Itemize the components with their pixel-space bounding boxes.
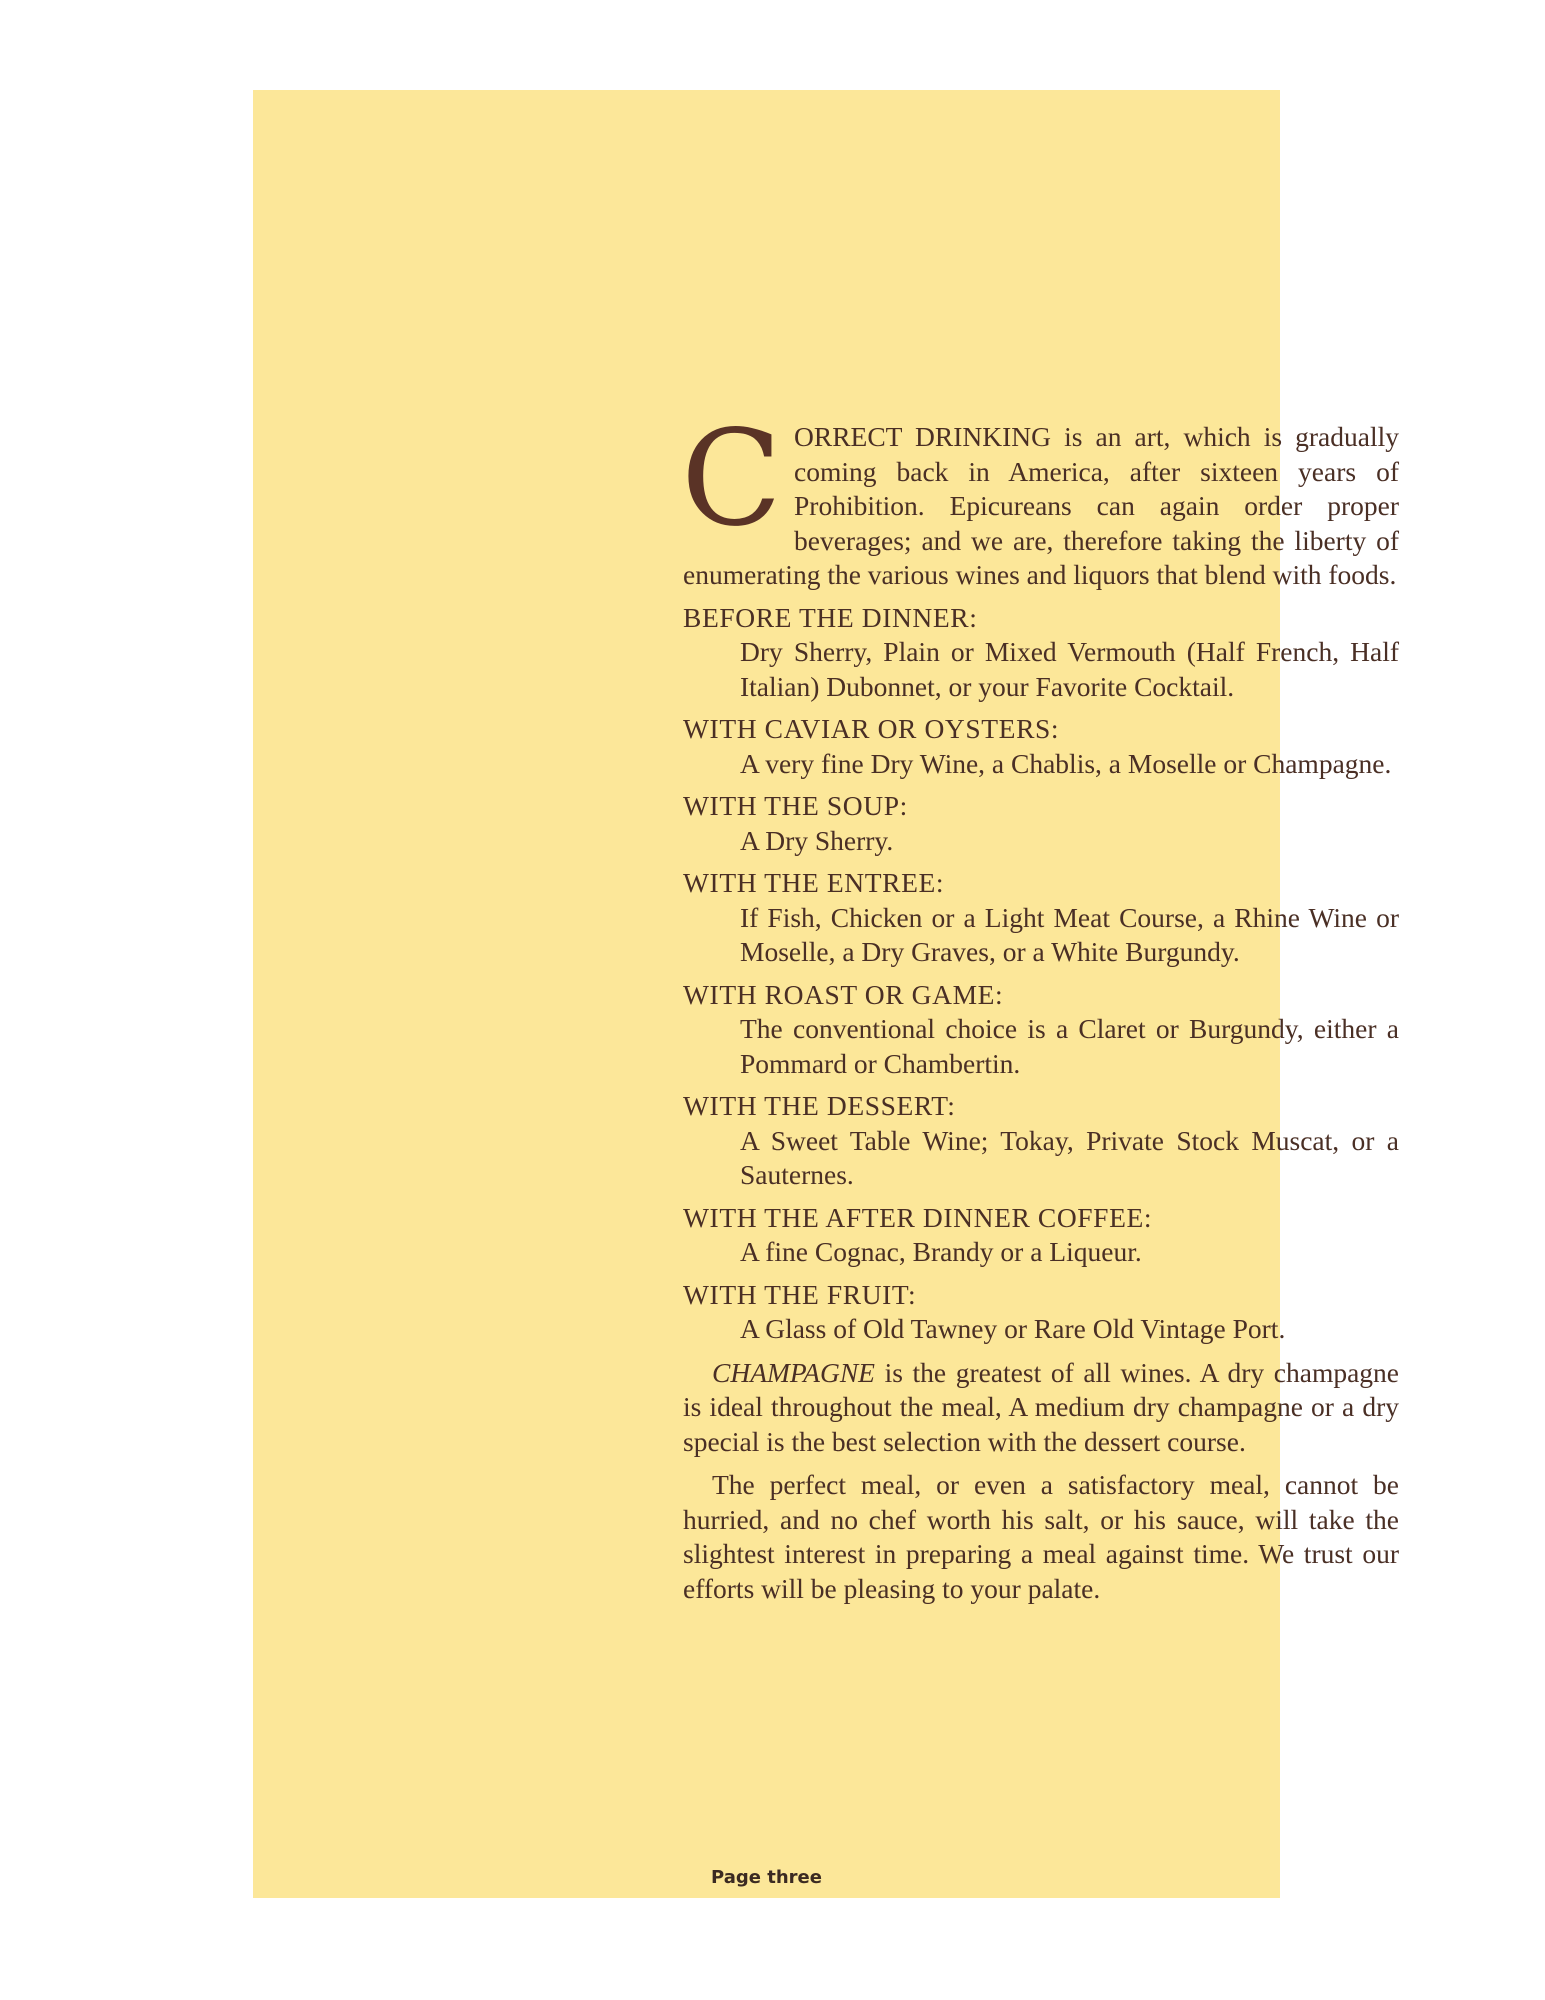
pairing-heading: WITH THE AFTER DINNER COFFEE:	[683, 1201, 1153, 1233]
menu-page	[253, 90, 1399, 1898]
pairing-before-dinner	[683, 601, 1399, 705]
page-body	[681, 402, 1399, 1606]
pairing-description: A very fine Dry Wine, a Chablis, a Moselle or Champagne.	[740, 747, 1392, 779]
pairing-description: If Fish, Chicken or a Light Meat Course, a Rhine Wine or Moselle, a Dry Graves, or a White Burgundy.	[740, 901, 1399, 967]
closing-paragraph: The perfect meal, or even a satisfactory meal, cannot be hurried, and no chef worth his salt, or his sauce, will take the slightest interest in preparing a meal against time. We trust our efforts will be pleasing to your palate.	[683, 1469, 1399, 1604]
pairing-caviar-oysters	[683, 712, 1399, 781]
pairing-description: The conventional choice is a Claret or Burgundy, either a Pommard or Chambertin.	[740, 1013, 1399, 1079]
pairing-description: A Sweet Table Wine; Tokay, Private Stock Muscat, or a Sauternes.	[740, 1124, 1399, 1190]
pairing-after-dinner-coffee	[683, 1201, 1399, 1270]
pairing-roast-game	[683, 978, 1399, 1082]
pairing-description: A Dry Sherry.	[740, 824, 894, 856]
pairing-heading: WITH ROAST OR GAME:	[683, 978, 1004, 1010]
pairing-description: A Glass of Old Tawney or Rare Old Vintage Port.	[740, 1313, 1286, 1344]
pairing-heading: BEFORE THE DINNER:	[683, 601, 978, 633]
pairing-soup	[683, 789, 1399, 858]
intro-paragraph	[681, 402, 1399, 593]
pairing-heading: WITH THE FRUIT:	[683, 1278, 917, 1310]
pairing-entree	[683, 866, 1399, 970]
pairing-heading: WITH THE ENTREE:	[683, 867, 945, 898]
pairing-heading: WITH CAVIAR OR OYSTERS:	[683, 713, 1060, 744]
pairing-description: A fine Cognac, Brandy or a Liqueur.	[740, 1236, 1142, 1267]
drop-cap-letter: C	[681, 402, 782, 556]
champagne-paragraph	[683, 1356, 1399, 1460]
pairing-fruit	[683, 1278, 1399, 1347]
champagne-text: is the greatest of all wines. A dry champagne is ideal throughout the meal, A medium dry champagne or a dry special is the best selection with the dessert course.	[683, 1356, 1399, 1457]
pairing-heading: WITH THE DESSERT:	[683, 1090, 956, 1121]
pairing-heading: WITH THE SOUP:	[683, 790, 908, 821]
pairing-description: Dry Sherry, Plain or Mixed Vermouth (Half French, Half Italian) Dubonnet, or your Favorite Cocktail.	[740, 636, 1399, 702]
champagne-lead: CHAMPAGNE	[712, 1356, 875, 1388]
pairing-dessert	[683, 1089, 1399, 1193]
intro-text: ORRECT DRINKING is an art, which is gradually coming back in America, after sixteen years of Prohibition. Epicureans can again order proper beverages; and we are, therefore taking the liberty of enumerating the various wines and liquors that blend with foods.	[683, 421, 1399, 590]
page-number: Page three	[711, 1867, 822, 1888]
